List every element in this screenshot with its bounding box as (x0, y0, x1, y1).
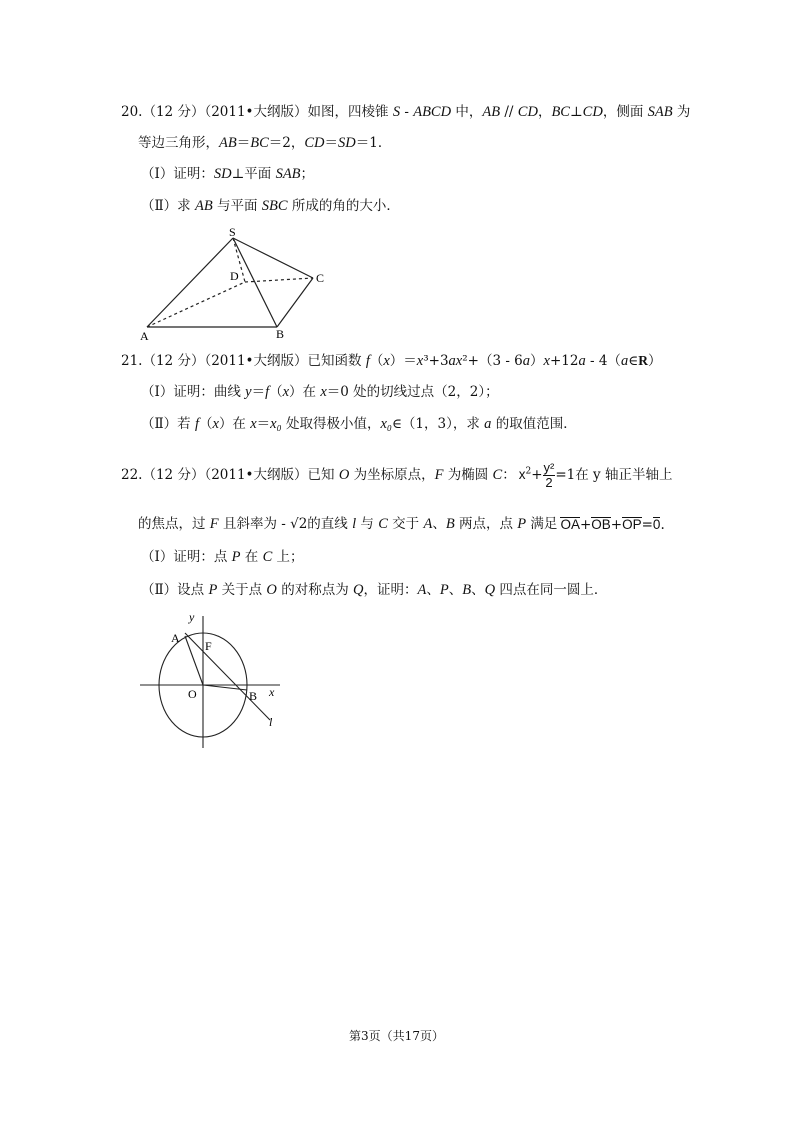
math-symbol: P (517, 516, 527, 532)
eq-plus: + (531, 467, 543, 483)
math-symbol: ABCD (413, 104, 452, 120)
math-symbol: B (462, 582, 472, 598)
label-s: S (229, 225, 236, 239)
text-segment: （Ⅰ）证明：曲线 (141, 384, 246, 400)
text-segment: 为坐标原点， (349, 467, 435, 483)
text-segment: ＝ (256, 416, 271, 432)
text-line (121, 461, 672, 490)
text-line (141, 581, 607, 599)
text-line (141, 165, 314, 183)
label-y: y (189, 610, 195, 624)
plus: + (579, 516, 592, 533)
text-segment: +12 (549, 353, 579, 369)
text-line (141, 548, 304, 566)
text-segment: 22.（12 分）（2011•大纲版）已知 (121, 467, 339, 483)
equals: = (641, 516, 653, 533)
math-symbol: O (266, 582, 277, 598)
math-symbol: Q (353, 582, 364, 598)
text-segment: 21.（12 分）（2011•大纲版）已知函数 (121, 353, 366, 369)
text-line (141, 415, 577, 433)
text-segment: （ (269, 384, 283, 400)
math-symbol: l (352, 516, 357, 532)
text-segment: 满足 (526, 516, 558, 532)
text-line (138, 134, 391, 152)
math-symbol: P (231, 549, 241, 565)
math-symbol: S (392, 104, 401, 120)
math-symbol: CD (517, 104, 538, 120)
text-segment: ： (502, 467, 516, 483)
math-symbol: C (378, 516, 388, 532)
text-line (121, 103, 690, 121)
text-segment: // (500, 104, 518, 120)
text-segment: ）在 (218, 416, 251, 432)
ellipse-equation (519, 461, 673, 490)
text-line (121, 352, 661, 370)
math-symbol: a (620, 353, 629, 369)
label-l: l (269, 715, 273, 729)
text-line (138, 515, 665, 534)
label-f: F (205, 639, 212, 653)
math-symbol: B (445, 516, 455, 532)
eq-rhs: =1 (555, 467, 576, 483)
text-segment: 在 (240, 549, 263, 565)
text-segment: 、 (448, 582, 463, 598)
text-segment: ⊥ (569, 104, 583, 120)
vector-oa: OA (560, 516, 580, 532)
math-symbol: BC (551, 104, 570, 120)
pyramid-figure (135, 222, 335, 347)
text-segment: - 4（ (585, 353, 621, 369)
text-segment: ）在 (289, 384, 321, 400)
math-symbol: F (209, 516, 219, 532)
math-symbol: f (265, 384, 270, 400)
text-segment: ） (647, 353, 662, 369)
math-symbol: Q (484, 582, 496, 598)
label-c: C (316, 271, 325, 285)
label-x: x (269, 685, 275, 699)
text-segment: ， (537, 104, 552, 120)
text-line (141, 197, 400, 215)
eq-after: 在 y 轴正半轴上 (575, 467, 673, 483)
math-symbol: AB (219, 135, 237, 151)
text-segment: 与 (356, 516, 379, 532)
math-symbol: x (543, 353, 550, 369)
frac-den: 2 (545, 475, 553, 490)
label-a: A (171, 631, 180, 645)
math-symbol: a (522, 353, 531, 369)
text-segment: 所成的角的大小． (287, 198, 400, 214)
math-symbol: AB (194, 198, 213, 214)
text-segment: （ (369, 353, 384, 369)
math-symbol: f (365, 353, 370, 369)
text-segment: ＝ (324, 135, 338, 151)
text-segment: （Ⅱ）设点 (141, 582, 209, 598)
math-symbol: x (383, 353, 390, 369)
text-segment: ＝1． (355, 135, 392, 151)
text-segment: 关于点 (217, 582, 267, 598)
eq-exp: 2 (525, 466, 532, 477)
label-a: A (140, 329, 149, 343)
math-symbol: SD (213, 166, 232, 182)
math-symbol: AB (482, 104, 501, 120)
text-segment: ，证明： (363, 582, 418, 598)
label-b: B (249, 689, 258, 703)
text-segment: 、 (426, 582, 440, 598)
text-segment: 且斜率为 - √2的直线 (218, 516, 353, 532)
math-symbol: CD (582, 104, 603, 120)
math-symbol: a (578, 353, 586, 369)
vector-ob: OB (591, 516, 611, 532)
text-segment: ²+（3 - 6 (462, 353, 523, 369)
text-segment: 、 (471, 582, 485, 598)
text-segment: 与平面 (212, 198, 262, 214)
plus: + (610, 516, 623, 533)
text-segment: ）＝ (389, 353, 417, 369)
math-symbol: C (492, 467, 503, 483)
math-symbol: x₀ (270, 416, 282, 432)
period: . (660, 516, 665, 533)
text-segment: 为椭圆 (443, 467, 493, 483)
text-segment: 四点在同一圆上． (495, 582, 608, 598)
text-segment: 交于 (387, 516, 424, 532)
text-segment: ＝ (236, 135, 251, 151)
text-segment: 的取值范围． (491, 416, 577, 432)
math-symbol: CD (304, 135, 325, 151)
text-segment: ³+3 (423, 353, 449, 369)
math-symbol: A (417, 582, 427, 598)
text-segment: 两点，点 (454, 516, 518, 532)
math-symbol: a (484, 416, 492, 432)
fraction (543, 461, 556, 490)
text-segment: ） (530, 353, 544, 369)
math-symbol: x (212, 416, 219, 432)
text-segment: ＝2， (268, 135, 305, 151)
text-segment: （Ⅰ）证明：点 (141, 549, 232, 565)
math-symbol: O (338, 467, 350, 483)
math-symbol: SAB (647, 104, 673, 120)
math-symbol: x (250, 416, 257, 432)
text-segment: ＝0 处的切线过点（2，2）； (326, 384, 499, 400)
math-symbol: P (439, 582, 449, 598)
eq-x: x (518, 467, 526, 482)
text-segment: ∈ (628, 353, 639, 369)
vector-equation (560, 516, 664, 534)
math-symbol: SAB (275, 166, 301, 182)
math-symbol: ax (448, 353, 463, 369)
text-segment: ，侧面 (602, 104, 648, 120)
text-segment: 、 (432, 516, 446, 532)
text-segment: 等边三角形， (138, 135, 219, 151)
text-segment: （Ⅰ）证明： (141, 166, 214, 182)
math-symbol: BC (250, 135, 269, 151)
text-segment: 处取得极小值， (281, 416, 381, 432)
text-segment: 中， (451, 104, 483, 120)
math-symbol: y (245, 384, 252, 400)
text-segment: ＝ (251, 384, 266, 400)
math-symbol: C (262, 549, 273, 565)
text-segment: 的焦点，过 (138, 516, 210, 532)
text-segment: 上； (272, 549, 304, 565)
text-segment: 的对称点为 (276, 582, 353, 598)
vector-zero: 0 (652, 516, 661, 532)
math-symbol: P (208, 582, 218, 598)
text-segment: （Ⅱ）若 (141, 416, 195, 432)
math-symbol: SBC (261, 198, 288, 214)
text-segment: ； (300, 166, 315, 182)
text-segment: R (638, 353, 648, 368)
math-symbol: x (320, 384, 327, 400)
text-segment: （ (199, 416, 213, 432)
text-segment: ∈（1，3），求 (391, 416, 485, 432)
text-segment: ⊥平面 (231, 166, 276, 182)
text-segment: 20.（12 分）（2011•大纲版）如图，四棱锥 (121, 104, 393, 120)
text-line (141, 383, 499, 401)
label-o: O (188, 687, 197, 701)
math-symbol: x (282, 384, 290, 400)
math-symbol: x (416, 353, 424, 369)
math-symbol: x₀ (380, 416, 392, 432)
math-symbol: A (423, 516, 433, 532)
page-footer: 第3页（共17页） (349, 1029, 444, 1043)
math-symbol: f (194, 416, 199, 432)
frac-num: y² (543, 460, 555, 475)
math-symbol: SD (338, 135, 356, 151)
text-segment: 为 (672, 104, 691, 120)
label-d: D (230, 269, 239, 283)
vector-op: OP (622, 516, 642, 532)
ellipse-figure (135, 608, 295, 753)
label-b: B (276, 327, 285, 341)
math-symbol: F (434, 467, 444, 483)
text-segment: - (400, 104, 414, 120)
text-segment: （Ⅱ）求 (141, 198, 195, 214)
